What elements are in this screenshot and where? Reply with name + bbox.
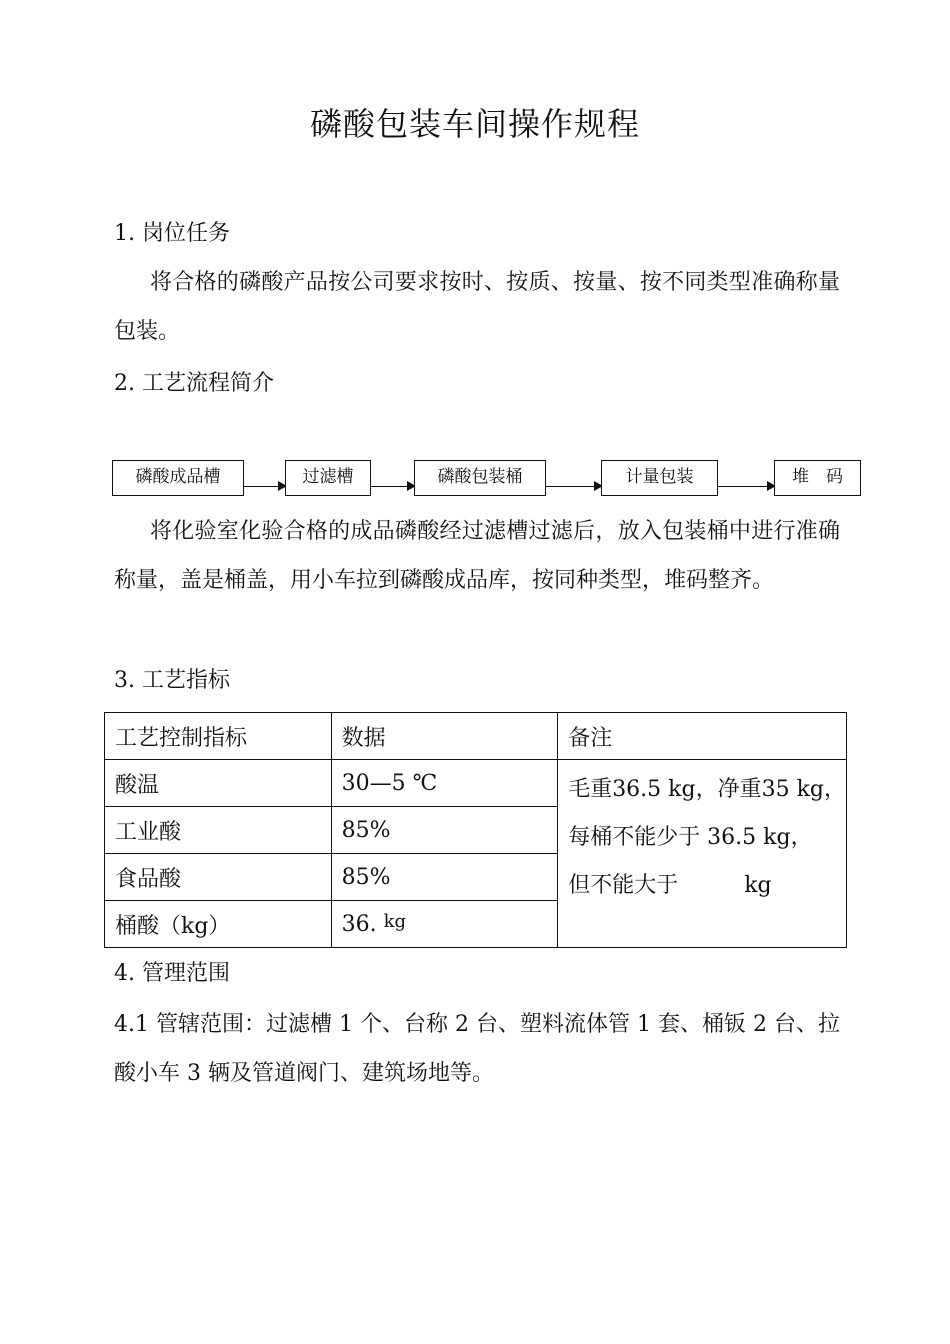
flow-step-finished-tank: 磷酸成品槽 [112, 460, 244, 496]
process-flow-paragraph: 将化验室化验合格的成品磷酸经过滤槽过滤后，放入包装桶中进行准确称量，盖是桶盖，用小车拉到磷酸成品库，按同种类型，堆码整齐。 [114, 519, 840, 593]
management-scope-paragraph: 4.1 管辖范围：过滤槽 1 个、台称 2 台、塑料流体管 1 套、桶钣 2 台、拉酸小车 3 辆及管道阀门、建筑场地等。 [114, 1012, 840, 1086]
flow-arrow [718, 486, 774, 487]
table-header-cell: 备注 [558, 713, 847, 760]
table-header-cell: 数据 [331, 713, 558, 760]
table-row [105, 760, 847, 807]
table-cell-value: 85% [331, 807, 558, 854]
table-header-row [105, 713, 847, 760]
section-heading-management-scope: 4. 管理范围 [114, 961, 230, 986]
table-header-cell: 工艺控制指标 [105, 713, 332, 760]
flow-arrow [244, 486, 285, 487]
table-cell-value [331, 901, 558, 948]
value-unit: kg [383, 910, 407, 932]
table-cell-value: 85% [331, 854, 558, 901]
section-heading-process-flow: 2. 工艺流程简介 [114, 371, 274, 396]
table-cell-item: 桶酸（kg） [105, 901, 332, 948]
job-task-paragraph: 将合格的磷酸产品按公司要求按时、按质、按量、按不同类型准确称量包装。 [114, 270, 840, 344]
document-title: 磷酸包装车间操作规程 [309, 105, 640, 143]
flow-step-packing-barrel: 磷酸包装桶 [414, 460, 546, 496]
process-index-table [104, 712, 847, 948]
remark-line: 但不能大于 kg [568, 873, 772, 898]
table-cell-item: 酸温 [105, 760, 332, 807]
table-cell-item: 食品酸 [105, 854, 332, 901]
value-number: 36. [341, 911, 377, 937]
flow-arrow [546, 486, 601, 487]
flow-arrow [371, 486, 414, 487]
table-cell-remark [558, 760, 847, 948]
remark-line: 每桶不能少于 36.5 kg， [568, 825, 813, 850]
table-cell-value: 30—5 ℃ [331, 760, 558, 807]
table-cell-item: 工业酸 [105, 807, 332, 854]
section-heading-process-index: 3. 工艺指标 [114, 668, 230, 693]
flow-step-weigh-pack: 计量包装 [601, 460, 718, 496]
remark-line: 毛重36.5 kg，净重35 kg， [568, 777, 846, 802]
flow-step-filter-tank: 过滤槽 [285, 460, 371, 496]
flow-step-stacking: 堆 码 [774, 460, 861, 496]
section-heading-job-task: 1. 岗位任务 [114, 221, 230, 246]
